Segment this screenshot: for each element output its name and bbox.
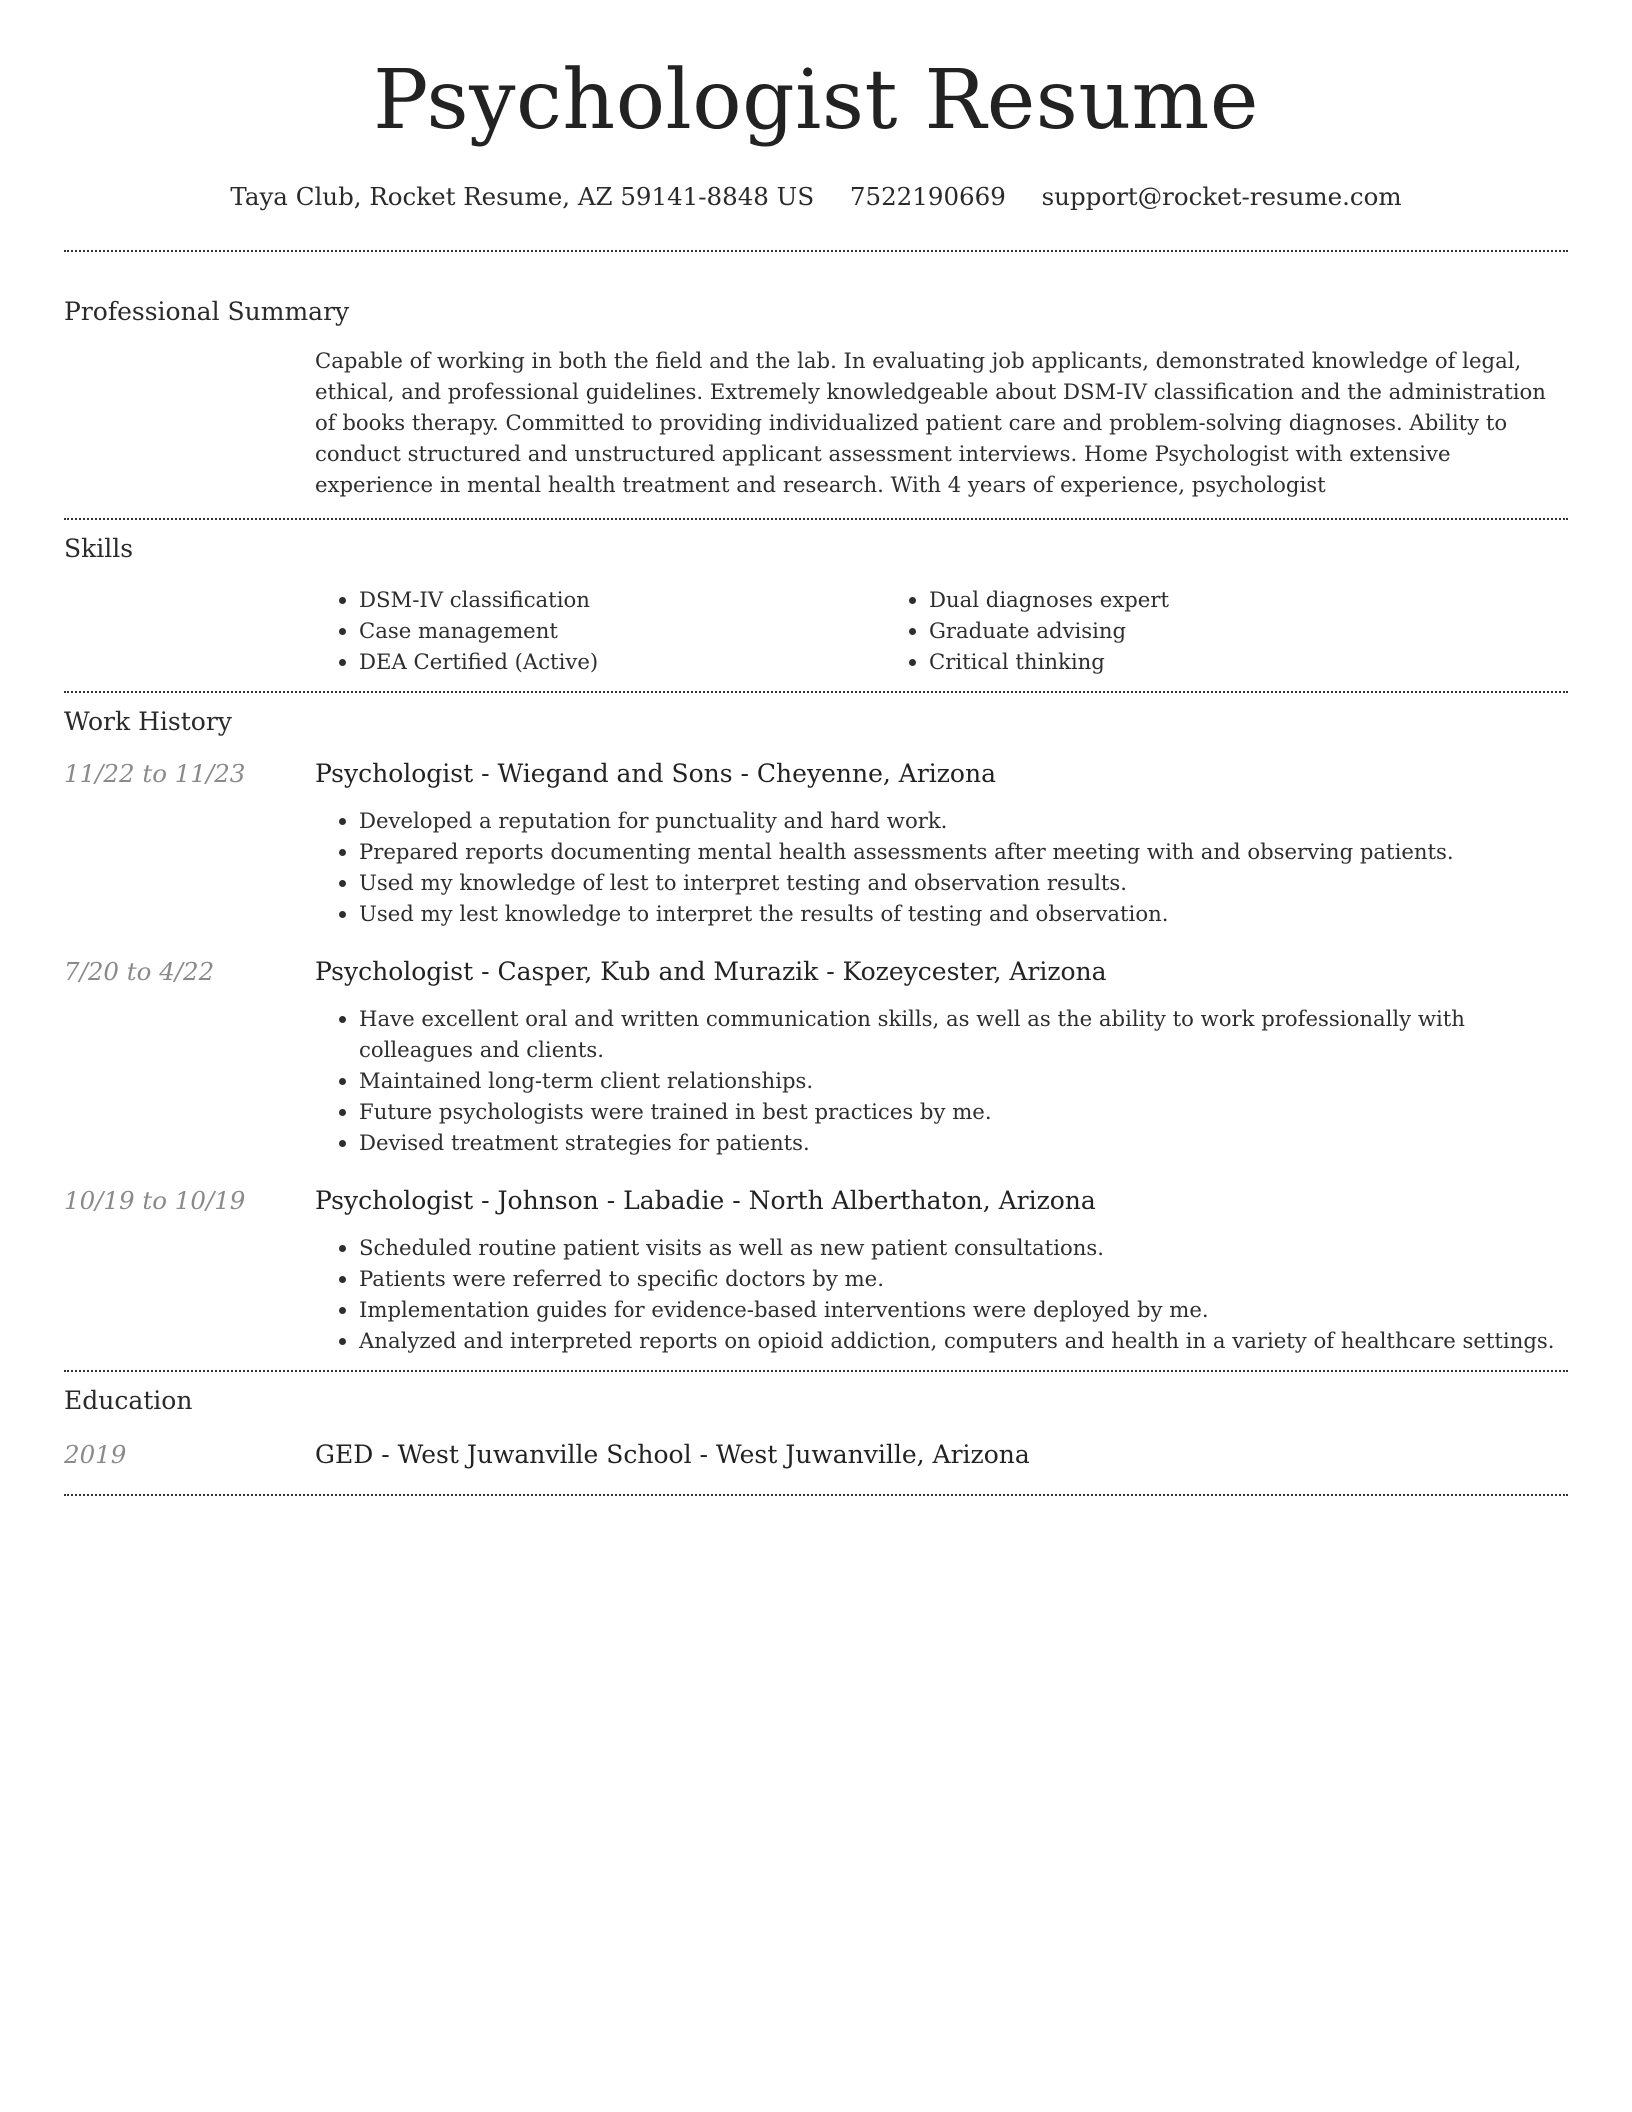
divider: [64, 1494, 1568, 1496]
education-heading: Education: [64, 1386, 193, 1415]
job-bullet: • Prepared reports documenting mental health assessments after meeting with and observing patients.: [359, 836, 1568, 867]
job-title: Psychologist - Casper, Kub and Murazik - Kozeycester, Arizona: [315, 957, 1107, 986]
work-history-heading: Work History: [64, 707, 232, 736]
divider: [64, 250, 1568, 252]
job-bullet: • Developed a reputation for punctuality and hard work.: [359, 805, 1568, 836]
job-entry: [64, 1184, 1568, 1356]
skill-item: • Graduate advising: [929, 615, 1485, 646]
education-title: GED - West Juwanville School - West Juwanville, Arizona: [315, 1440, 1030, 1469]
skill-item: • Dual diagnoses expert: [929, 584, 1485, 615]
skills-list-left: [315, 584, 885, 677]
summary-text: Capable of working in both the field and the lab. In evaluating job applicants, demonstrated knowledge of legal, ethical, and professional guidelines. Extremely knowledgeable about DSM-IV classification and the administration of books therapy. Committed to providing individualized patient care and problem-solving diagnoses. Ability to conduct structured and unstructured applicant assessment interviews. Home Psychologist with extensive experience in mental health treatment and research. With 4 years of experience, psychologist: [315, 348, 1546, 497]
job-bullet: • Used my knowledge of lest to interpret testing and observation results.: [359, 867, 1568, 898]
job-bullet: • Future psychologists were trained in best practices by me.: [359, 1096, 1568, 1127]
skills-heading: Skills: [64, 534, 134, 563]
job-dates: 7/20 to 4/22: [64, 957, 215, 986]
divider: [64, 1370, 1568, 1372]
contact-phone: 7522190669: [849, 182, 1006, 211]
job-bullets: [315, 1003, 1568, 1158]
job-entry: [64, 757, 1568, 929]
skills-grid: [315, 584, 1568, 691]
job-entry: [64, 955, 1568, 1158]
education-entry: [64, 1438, 1568, 1494]
resume-title: Psychologist Resume: [373, 53, 1259, 148]
job-bullets: [315, 805, 1568, 929]
skills-section: [64, 532, 1568, 691]
job-bullet: • Have excellent oral and written communication skills, as well as the ability to work professionally with colleagues and clients.: [359, 1003, 1568, 1065]
contact-address: Taya Club, Rocket Resume, AZ 59141-8848 US: [230, 182, 815, 211]
work-history-section: [64, 705, 1568, 1370]
job-bullet: • Scheduled routine patient visits as well as new patient consultations.: [359, 1232, 1568, 1263]
job-bullet: • Analyzed and interpreted reports on opioid addiction, computers and health in a variety of healthcare settings.: [359, 1325, 1568, 1356]
job-dates: 11/22 to 11/23: [64, 759, 246, 788]
divider: [64, 518, 1568, 520]
job-bullet: • Patients were referred to specific doctors by me.: [359, 1263, 1568, 1294]
skill-item: • DSM-IV classification: [359, 584, 885, 615]
job-bullet: • Devised treatment strategies for patients.: [359, 1127, 1568, 1158]
job-bullets: [315, 1232, 1568, 1356]
skill-item: • Critical thinking: [929, 646, 1485, 677]
contact-line: [64, 180, 1568, 214]
job-title: Psychologist - Johnson - Labadie - North Alberthaton, Arizona: [315, 1186, 1096, 1215]
job-bullet: • Used my lest knowledge to interpret the results of testing and observation.: [359, 898, 1568, 929]
divider: [64, 691, 1568, 693]
summary-section: [64, 295, 1568, 518]
contact-email: support@rocket-resume.com: [1041, 182, 1402, 211]
skills-list-right: [885, 584, 1485, 677]
skill-item: • Case management: [359, 615, 885, 646]
job-bullet: • Maintained long-term client relationships.: [359, 1065, 1568, 1096]
job-bullet: • Implementation guides for evidence-based interventions were deployed by me.: [359, 1294, 1568, 1325]
job-title: Psychologist - Wiegand and Sons - Cheyenne, Arizona: [315, 759, 996, 788]
summary-heading: Professional Summary: [64, 297, 350, 326]
education-section: [64, 1384, 1568, 1494]
skill-item: • DEA Certified (Active): [359, 646, 885, 677]
job-dates: 10/19 to 10/19: [64, 1186, 246, 1215]
education-date: 2019: [64, 1440, 127, 1469]
